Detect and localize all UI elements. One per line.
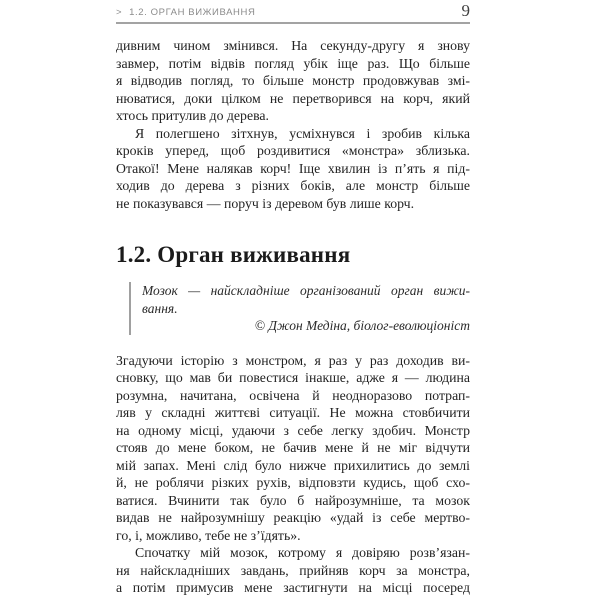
paragraph — [116, 544, 470, 597]
text-line: нюватися, доки цілком не перетворився на корч, який — [116, 90, 470, 106]
section-heading: 1.2. Орган виживання — [116, 242, 351, 267]
article-body — [116, 37, 470, 597]
text-line: мій запах. Мені слід було нижче прихилитись до землі — [116, 457, 470, 473]
text-line: розумна, начитана, освічена й неодноразово потрап- — [116, 387, 470, 403]
quote-line: вання. — [142, 300, 178, 316]
paragraph — [116, 125, 470, 213]
text-line: дивним чином змінився. На секунду-другу я знову — [116, 38, 470, 53]
breadcrumb — [116, 7, 255, 19]
text-line: го, і, можливо, тебе не з’їдять». — [116, 527, 301, 543]
text-line: Спочатку мій мозок, котрому я довіряю розв’язан- — [135, 545, 470, 560]
text-line: видав не найрозумнішу реакцію «удай із себе мертво- — [116, 510, 470, 525]
text-line: на одному місці, удаючи з себе легку здобич. Монстр — [116, 422, 470, 438]
text-line: не показувався — поруч із деревом був лише корч. — [116, 195, 415, 211]
content-column — [116, 1, 470, 597]
text-line: ляв у складні життєві ситуації. Не можна стовбичити — [116, 405, 470, 420]
quote-line: Мозок — найскладніше організований орган вижи- — [142, 283, 470, 298]
text-line: й, не роблячи різких рухів, відповзти кудись, щоб схо- — [116, 475, 470, 490]
text-line: а потім примусив мене застигнути на місці посеред — [116, 580, 470, 595]
text-line: я відводив погляд, то більше монстр продовжував змі- — [116, 73, 470, 88]
quote-attribution: © Джон Медіна, біолог-еволюціоніст — [254, 318, 470, 333]
text-line: хтось притулив до дерева. — [116, 108, 269, 123]
text-line: Я полегшено зітхнув, усміхнувся і зробив кілька — [135, 125, 470, 141]
text-line: кроків уперед, щоб роздивитися «монстра» зблизька. — [116, 143, 470, 158]
page-number: 9 — [461, 1, 470, 20]
chevron-marker: > — [116, 7, 123, 18]
text-line: ня найскладніших завдань, прийняв корч за монстра, — [116, 562, 470, 578]
text-line: ватися. Вчинити так було б найрозумніше, та мозок — [116, 492, 470, 508]
paragraph — [116, 37, 470, 125]
text-line: Отакої! Мене налякав корч! Іще хвилин із п’ять я під- — [116, 160, 470, 176]
running-title: 1.2. ОРГАН ВИЖИВАННЯ — [129, 7, 256, 18]
page-header — [116, 1, 470, 24]
text-line: Згадуючи історію з монстром, я раз у раз доходив ви- — [116, 352, 470, 368]
text-line: ходив до дерева з різних боків, але монстр більше — [116, 178, 470, 193]
epigraph-quote — [129, 282, 470, 335]
paragraph — [116, 352, 470, 545]
text-line: завмер, потім відвів погляд убік іще раз. Що більше — [116, 55, 470, 71]
text-line: стояв до мене боком, не бачив мене й не міг відчути — [116, 440, 470, 455]
text-line: сновку, що мав би повестися інакше, адже я — людина — [116, 370, 470, 385]
